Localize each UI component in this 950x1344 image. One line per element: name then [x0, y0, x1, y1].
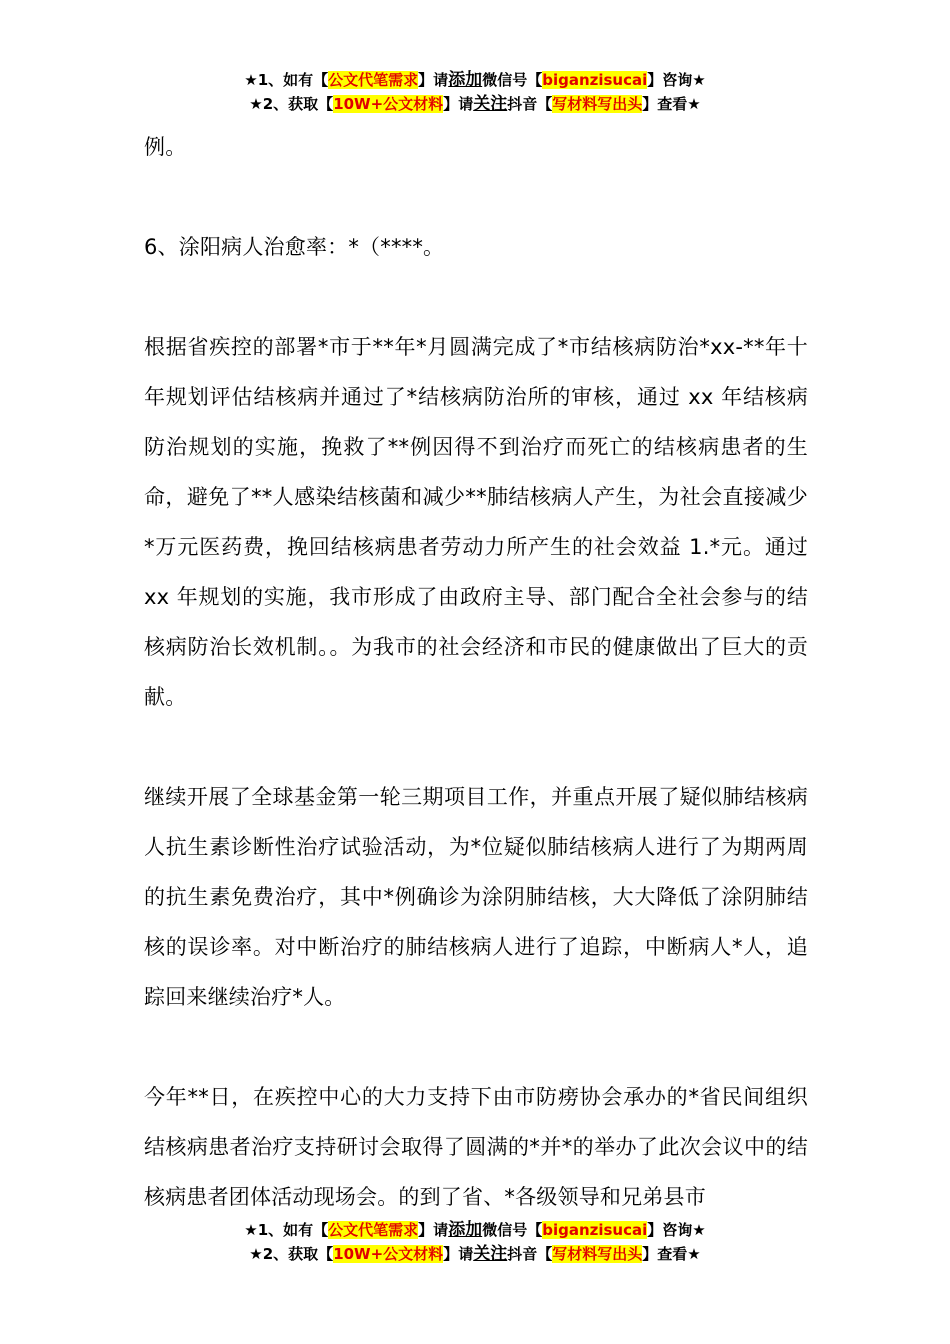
highlight-service: 公文代笔需求	[328, 1221, 419, 1239]
highlight-materials: 10W+公文材料	[333, 1245, 444, 1263]
footer-line-2: ★2、获取【10W+公文材料】请关注抖音【写材料写出头】查看★	[249, 1244, 701, 1264]
paragraph-2: 根据省疾控的部署*市于**年*月圆满完成了*市结核病防治*xx-**年十年规划评估结核病并通过了*结核病防治所的审核，通过 xx 年结核病防治规划的实施，挽救了**例因得不到治疗而死亡的结核病患者的生命，避免了**人感染结核菌和减少**肺结核病人产生，为社会直接减少*万元医药费，挽回结核病患者劳动力所产生的社会效益 1.*元。通过 xx 年规划的实施，我市形成了由政府主导、部门配合全社会参与的结核病防治长效机制。。为我市的社会经济和市民的健康做出了巨大的贡献。	[144, 335, 808, 709]
paragraph-0: 例。	[144, 135, 187, 159]
highlight-douyin: 写材料写出头	[552, 1245, 643, 1263]
highlight-wechat-id: biganzisucai	[542, 71, 648, 89]
highlight-service: 公文代笔需求	[328, 71, 419, 89]
paragraph-4: 今年**日，在疾控中心的大力支持下由市防痨协会承办的*省民间组织结核病患者治疗支持研讨会取得了圆满的*并*的举办了此次会议中的结核病患者团体活动现场会。的到了省、*各级领导和兄弟县市	[144, 1085, 808, 1209]
highlight-materials: 10W+公文材料	[333, 95, 444, 113]
header-line-2: ★2、获取【10W+公文材料】请关注抖音【写材料写出头】查看★	[249, 94, 701, 114]
document-body	[144, 122, 808, 1222]
highlight-douyin: 写材料写出头	[552, 95, 643, 113]
highlight-wechat-id: biganzisucai	[542, 1221, 648, 1239]
header-banner	[0, 68, 950, 116]
paragraph-1: 6、涂阳病人治愈率：*（****。	[144, 235, 445, 259]
footer-line-1: ★1、如有【公文代笔需求】请添加微信号【biganzisucai】咨询★	[244, 1220, 706, 1240]
header-line-1: ★1、如有【公文代笔需求】请添加微信号【biganzisucai】咨询★	[244, 70, 706, 90]
paragraph-3: 继续开展了全球基金第一轮三期项目工作，并重点开展了疑似肺结核病人抗生素诊断性治疗试验活动，为*位疑似肺结核病人进行了为期两周的抗生素免费治疗，其中*例确诊为涂阴肺结核，大大降低了涂阴肺结核的误诊率。对中断治疗的肺结核病人进行了追踪，中断病人*人，追踪回来继续治疗*人。	[144, 785, 808, 1009]
footer-banner	[0, 1218, 950, 1266]
